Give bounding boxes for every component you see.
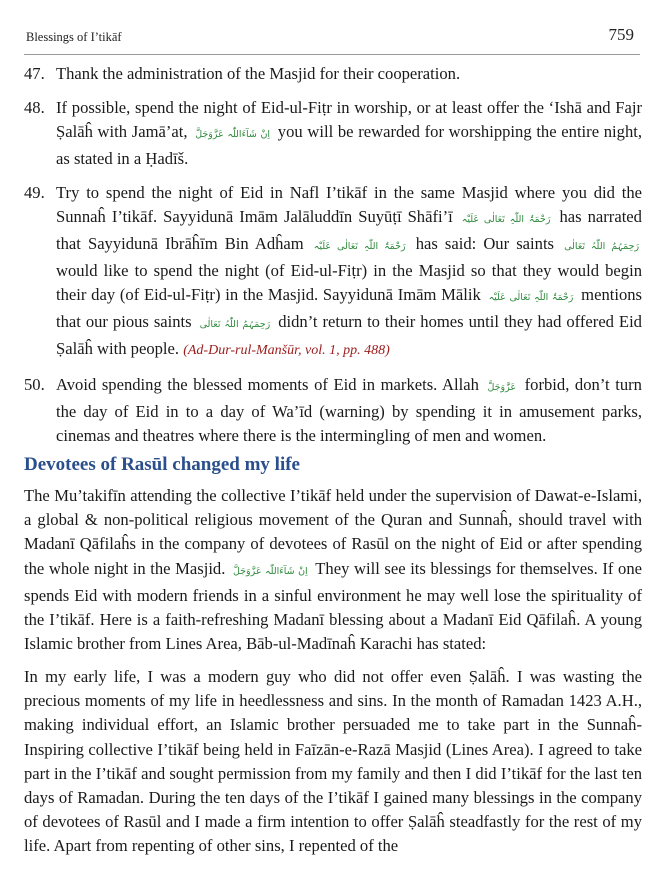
arabic-azza-wa-jal: عَزَّوَجَلَّ — [487, 382, 517, 393]
list-item-47 — [24, 62, 642, 86]
item-text: Try to spend the night of Eid in Nafl I’tikāf in the same Masjid where you did the Sunnaĥ I’tikāf. Sayyidunā Imām Jalāluddīn Suyūṭī Shāfi’ī رَحْمَۃُ اللّٰہِ تَعَالٰی عَلَیْہ has narrated that Sayyidunā Ibrāĥīm Bin Adĥam رَحْمَۃُ اللّٰہِ تَعَالٰی عَلَیْہ has said: Our saints رَحِمَہُمُ اللّٰہُ تَعَالٰی would like to spend the night (of Eid-ul-Fiṭr) in the Masjid so that they would begin their day (of Eid-ul-Fiṭr) in the Masjid. Sayyidunā Imām Mālik رَحْمَۃُ اللّٰہِ تَعَالٰی عَلَیْہ mentions that our pious saints رَحِمَہُمُ اللّٰہُ تَعَالٰی didn’t return to their homes until they had offered Eid Ṣalāĥ with people. (Ad-Dur-rul-Manšūr, vol. 1, pp. 488) — [56, 183, 643, 358]
item-text: Avoid spending the blessed moments of Eid in markets. Allah عَزَّوَجَلَّ forbid, don’t turn the day of Eid in to a day of Wa’īd (warning) by spending it in amusement parks, cinemas and theatres where there is the intermingling of men and women. — [56, 375, 642, 445]
arabic-rahmatullah-alayh: رَحْمَۃُ اللّٰہِ تَعَالٰی عَلَیْہ — [313, 241, 406, 252]
paragraph-story: In my early life, I was a modern guy who did not offer even Ṣalāĥ. I was wasting the precious moments of my life in heedlessness and sins. In the month of Ramadan 1423 A.H., making individual effort, an Islamic brother persuaded me to take part in the Sunnaĥ-Inspiring collective I’tikāf being held in Faīzān-e-Razā Masjid (Lines Area). I agreed to take part in the I’tikāf and sought permission from my family and then I did I’tikāf for the last ten days of Ramadan. During the ten days of the I’tikāf I gained many blessings in the company of devotees of Rasūl and I made a firm intention to offer Ṣalāĥ steadfastly for the rest of my life. Apart from repenting of other sins, I repented of the — [24, 667, 642, 856]
section-heading: Devotees of Rasūl changed my life — [24, 454, 300, 475]
page-header — [24, 24, 640, 55]
arabic-inshaallah: اِنْ شَآءَاللّٰہ عَزَّوَجَلَّ — [232, 565, 308, 577]
list-item-49 — [24, 181, 642, 363]
item-number: 47. — [24, 64, 45, 83]
item-text: If possible, spend the night of Eid-ul-Fiṭr in worship, or at least offer the ‘Ishā and Fajr Ṣalāĥ with Jamā’at, اِنْ شَآءَاللّٰہ عَزَّوَجَلَّ you will be rewarded for worshipping the entire night, as stated in a Ḥadīš. — [56, 98, 643, 168]
arabic-rahimahumullah: رَحِمَہُمُ اللّٰہُ تَعَالٰی — [199, 319, 271, 330]
citation: (Ad-Dur-rul-Manšūr, vol. 1, pp. 488) — [183, 343, 390, 358]
item-number: 48. — [24, 98, 45, 117]
item-text: Thank the administration of the Masjid for their cooperation. — [56, 64, 461, 83]
list-item-50 — [24, 373, 642, 448]
numbered-list — [24, 62, 642, 458]
list-item-48 — [24, 96, 642, 171]
item-number: 49. — [24, 183, 45, 202]
arabic-rahmatullah-alayh: رَحْمَۃُ اللّٰہِ تَعَالٰی عَلَیْہ — [488, 292, 574, 303]
arabic-rahmatullah-alayh: رَحْمَۃُ اللّٰہِ تَعَالٰی عَلَیْہ — [461, 214, 551, 225]
arabic-inshaallah: اِنْ شَآءَاللّٰہ عَزَّوَجَلَّ — [195, 129, 271, 140]
running-title: Blessings of I’tikāf — [26, 30, 122, 44]
arabic-rahimahumullah: رَحِمَہُمُ اللّٰہُ تَعَالٰی — [564, 241, 640, 252]
paragraph-intro: The Mu’takifīn attending the collective I’tikāf held under the supervision of Dawat-e-Islami, a global & non-political religious movement of the Quran and Sunnaĥ, should travel with Madanī Qāfilaĥs in the company of devotees of Rasūl on the night of Eid or after spending the whole night in the Masjid. اِنْ شَآءَاللّٰہ عَزَّوَجَلَّ They will see its blessings for themselves. If one spends Eid with modern friends in a sinful environment he may well lose the spirituality of the I’tikāf. Here is a faith-refreshing Madanī blessing about a Madanī Eid Qāfilaĥ. A young Islamic brother from Lines Area, Bāb-ul-Madīnaĥ Karachi has stated: — [24, 486, 642, 654]
page-number: 759 — [608, 25, 634, 44]
item-number: 50. — [24, 375, 45, 394]
